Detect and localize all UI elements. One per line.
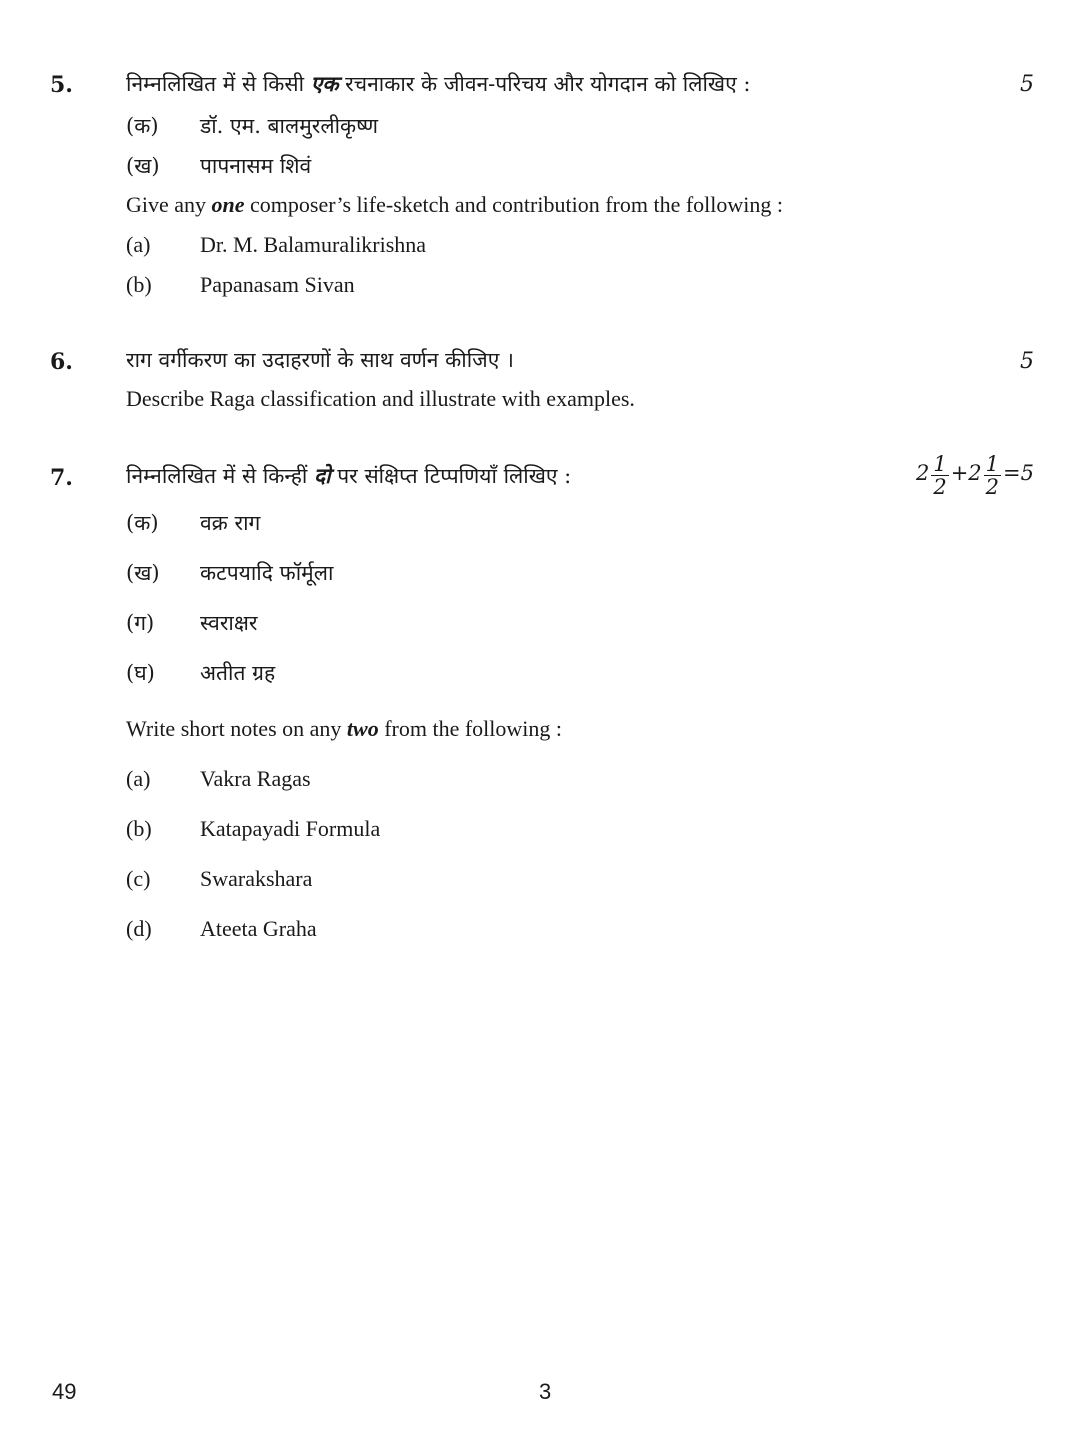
- question-7-english-option-label: (d): [126, 916, 152, 941]
- question-7-hindi-option-text: स्वराक्षर: [200, 611, 258, 635]
- question-7-marks: 2 $\frac{1}{2}$ +2 $\frac{1}{2}$ =5: [915, 452, 1034, 500]
- paper-code: 49: [52, 1379, 77, 1404]
- question-7-hindi-option-text: अतीत ग्रह: [200, 661, 276, 685]
- question-5-number: 5.: [50, 72, 73, 98]
- question-7-hindi-option-label: (ग): [126, 611, 155, 635]
- question-5-english-option-label: (b): [126, 272, 152, 297]
- question-5-hindi-option-label: (क): [126, 114, 159, 138]
- question-5-english-option-text: Dr. M. Balamuralikrishna: [200, 232, 427, 257]
- question-7-hindi-text: निम्नलिखित में से किन्हीं दो पर संक्षिप्त टिप्पणियाँ लिखिए :: [126, 463, 572, 488]
- question-7-hindi-option-label: (घ): [126, 661, 155, 685]
- question-6-marks: 5: [1020, 349, 1034, 374]
- question-7-hindi-option-text: वक्र राग: [200, 511, 261, 535]
- question-7-hindi-option-text: कटपयादि फॉर्मूला: [200, 561, 334, 585]
- question-7-english-text: Write short notes on any two from the following :: [126, 716, 563, 741]
- question-5-english-option-text: Papanasam Sivan: [200, 272, 355, 297]
- question-7-hindi-option-label: (क): [126, 511, 159, 535]
- question-7-number: 7.: [50, 465, 73, 491]
- question-7-english-option-text: Swarakshara: [200, 866, 313, 891]
- question-6-number: 6.: [50, 349, 73, 375]
- question-7-english-option-text: Vakra Ragas: [200, 766, 311, 791]
- question-5-english-text: Give any one composer’s life-sketch and contribution from the following :: [126, 192, 784, 217]
- question-5-hindi-option-text: डॉ. एम. बालमुरलीकृष्ण: [200, 114, 379, 138]
- question-7-english-option-label: (a): [126, 766, 151, 791]
- question-7-hindi-option-label: (ख): [126, 561, 160, 585]
- question-7-english-option-label: (b): [126, 816, 152, 841]
- question-7-english-option-label: (c): [126, 866, 151, 891]
- question-5-hindi-option-text: पापनासम शिवं: [200, 154, 312, 178]
- question-5-english-option-label: (a): [126, 232, 151, 257]
- question-5-hindi-text: निम्नलिखित में से किसी एक रचनाकार के जीवन-परिचय और योगदान को लिखिए :: [126, 71, 751, 96]
- question-5-hindi-option-label: (ख): [126, 154, 160, 178]
- question-6-hindi-text: राग वर्गीकरण का उदाहरणों के साथ वर्णन कीजिए ।: [126, 348, 514, 372]
- page-number: 3: [539, 1379, 552, 1404]
- question-5-marks: 5: [1020, 72, 1034, 97]
- question-7-english-option-text: Ateeta Graha: [200, 916, 317, 941]
- question-6-english-text: Describe Raga classification and illustrate with examples.: [126, 386, 635, 411]
- question-7-english-option-text: Katapayadi Formula: [200, 816, 381, 841]
